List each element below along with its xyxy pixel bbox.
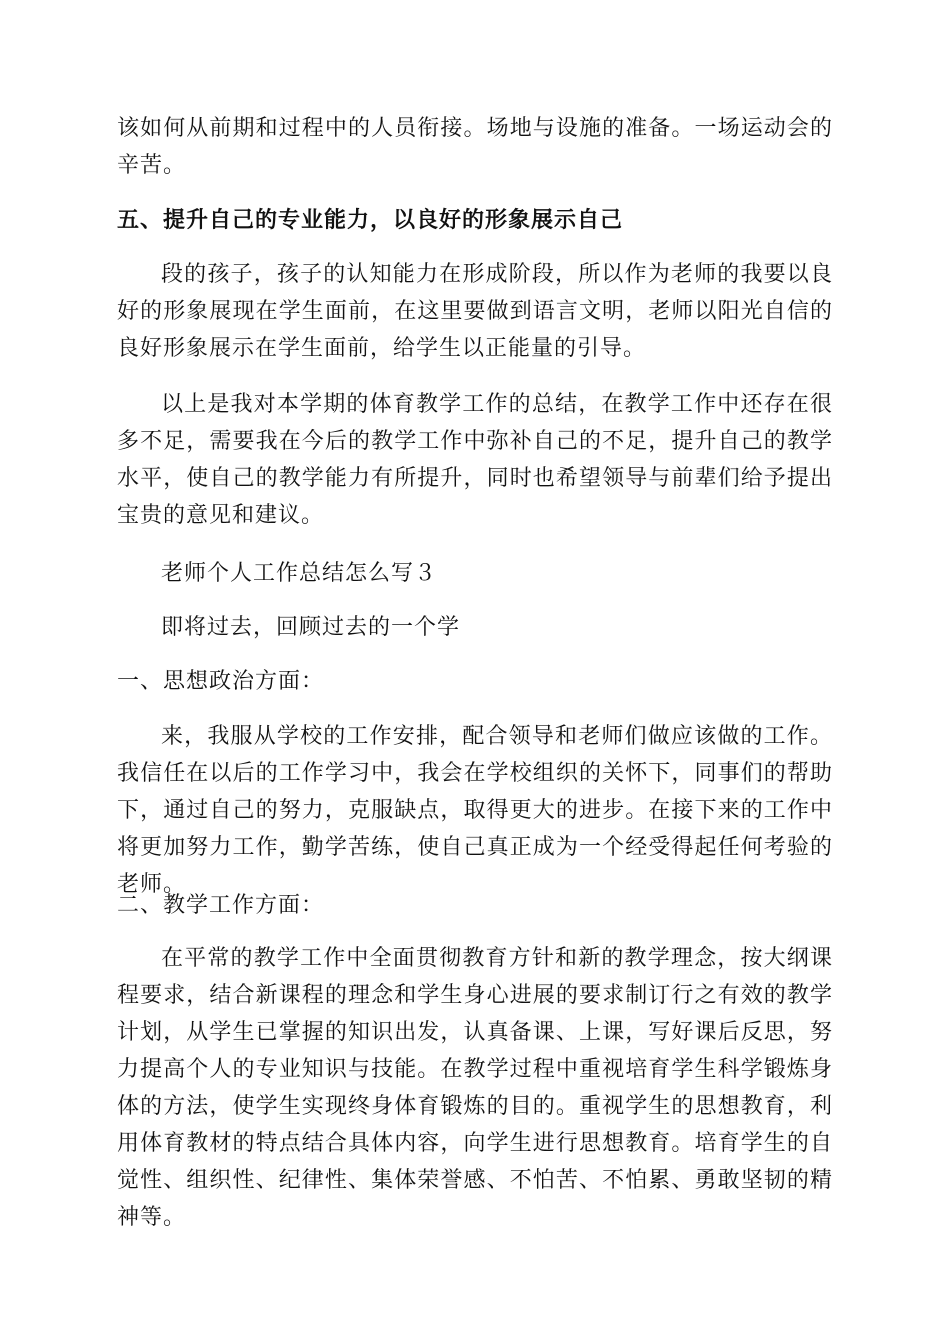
paragraph-body: 来，我服从学校的工作安排，配合领导和老师们做应该做的工作。我信任在以后的工作学习中，我会在学校组织的关怀下，同事们的帮助下，通过自己的努力，克服缺点，取得更大的进步。在接下来的工作中将更加努力工作，勤学苦练，使自己真正成为一个经受得起任何考验的老师。	[117, 724, 833, 897]
paragraph-body: 在平常的教学工作中全面贯彻教育方针和新的教学理念，按大纲课程要求，结合新课程的理念和学生身心进展的要求制订行之有效的教学计划，从学生已掌握的知识出发，认真备课、上课，写好课后反思，努力提高个人的专业知识与技能。在教学过程中重视培育学生科学锻炼身体的方法，使学生实现终身体育锻炼的目的。重视学生的思想教育，利用体育教材的特点结合具体内容，向学生进行思想教育。培育学生的自觉性、组织性、纪律性、集体荣誉感、不怕苦、不怕累、勇敢坚韧的精神等。	[117, 946, 833, 1230]
section-heading-5: 五、提升自己的专业能力，以良好的形象展示自己	[117, 208, 624, 233]
document-subtitle: 老师个人工作总结怎么写３	[161, 561, 438, 586]
paragraph-body: 以上是我对本学期的体育教学工作的总结，在教学工作中还存在很多不足，需要我在今后的教学工作中弥补自己的不足，提升自己的教学水平，使自己的教学能力有所提升，同时也希望领导与前辈们给予提出宝贵的意见和建议。	[117, 392, 833, 528]
section-heading-2: 二、教学工作方面：	[117, 893, 325, 918]
paragraph-body: 段的孩子，孩子的认知能力在形成阶段，所以作为老师的我要以良好的形象展现在学生面前，在这里要做到语言文明，老师以阳光自信的良好形象展示在学生面前，给学生以正能量的引导。	[117, 262, 833, 361]
paragraph-body: 即将过去，回顾过去的一个学	[161, 615, 461, 640]
paragraph-continuation: 该如何从前期和过程中的人员衔接。场地与设施的准备。一场运动会的辛苦。	[117, 116, 833, 178]
section-heading-1: 一、思想政治方面：	[117, 669, 325, 694]
